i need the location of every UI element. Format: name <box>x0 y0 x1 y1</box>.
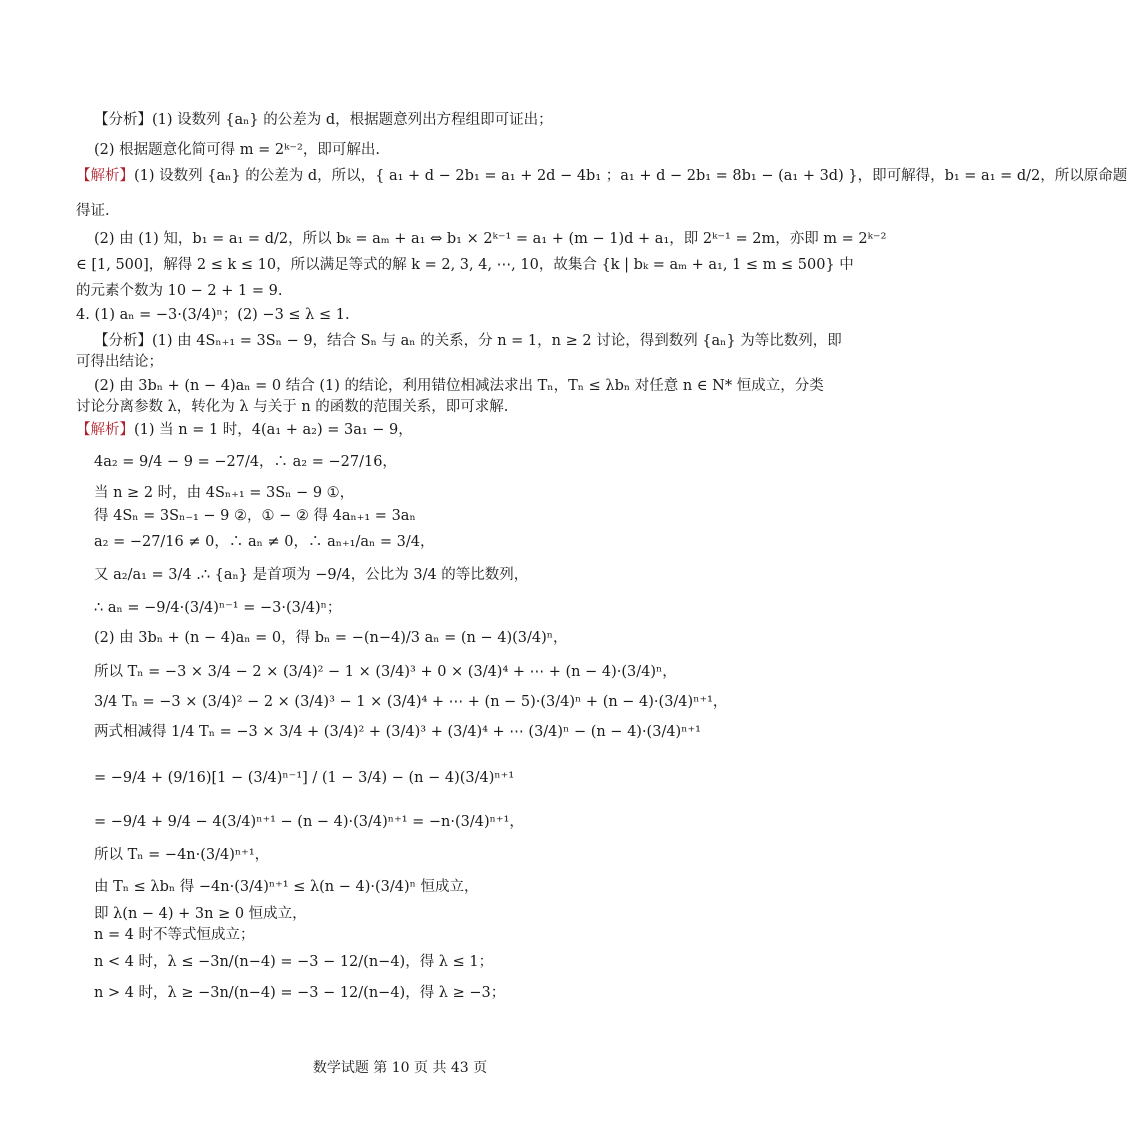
step-n-ge-2: 当 n ≥ 2 时，由 4Sₙ₊₁ = 3Sₙ − 9 ①， <box>94 485 355 501</box>
solution-4-text: (1) 当 n = 1 时，4(a₁ + a₂) = 3a₁ − 9， <box>134 422 413 438</box>
step-sum-2: = −9/4 + 9/4 − 4(3/4)ⁿ⁺¹ − (n − 4)·(3/4)ⁿ⁺¹ = −n·(3/4)ⁿ⁺¹， <box>94 814 524 830</box>
solution-4-label: 【解析】 <box>76 422 134 438</box>
step-a2: 4a₂ = 9/4 − 9 = −27/4，∴ a₂ = −27/16， <box>94 454 397 470</box>
step-sum-1: = −9/4 + (9/16)[1 − (3/4)ⁿ⁻¹] / (1 − 3/4) − (n − 4)(3/4)ⁿ⁺¹ <box>94 770 515 786</box>
solution-line-3: (2) 由 (1) 知，b₁ = a₁ = d/2，所以 bₖ = aₘ + a₁ ⇔ b₁ × 2ᵏ⁻¹ = a₁ + (m − 1)d + a₁，即 2ᵏ⁻¹ = 2m，亦即 m = 2ᵏ⁻² <box>94 231 887 247</box>
step-subtract: 得 4Sₙ = 3Sₙ₋₁ − 9 ②，① − ② 得 4aₙ₊₁ = 3aₙ <box>94 508 416 524</box>
solution-text: (1) 设数列 {aₙ} 的公差为 d，所以，{ a₁ + d − 2b₁ = a₁ + 2d − 4b₁ ；a₁ + d − 2b₁ = 8b₁ − (a₁ + 3d) }，即可解得，b₁ = a₁ = d/2，所以原命题 <box>134 168 1127 184</box>
analysis-line-2: (2) 根据题意化简可得 m = 2ᵏ⁻²，即可解出. <box>94 142 380 158</box>
solution-line-2: 得证. <box>76 203 110 219</box>
step-lambda: 即 λ(n − 4) + 3n ≥ 0 恒成立， <box>94 906 307 922</box>
solution-label: 【解析】 <box>76 168 134 184</box>
step-three-quarters-tn: 3/4 Tₙ = −3 × (3/4)² − 2 × (3/4)³ − 1 × (3/4)⁴ + ⋯ + (n − 5)·(3/4)ⁿ + (n − 4)·(3/4)ⁿ⁺¹， <box>94 694 728 710</box>
step-inequality: 由 Tₙ ≤ λbₙ 得 −4n·(3/4)ⁿ⁺¹ ≤ λ(n − 4)·(3/4)ⁿ 恒成立， <box>94 879 479 895</box>
step-tn: 所以 Tₙ = −3 × 3/4 − 2 × (3/4)² − 1 × (3/4)³ + 0 × (3/4)⁴ + ⋯ + (n − 4)·(3/4)ⁿ， <box>94 664 677 680</box>
analysis-4-line-3: (2) 由 3bₙ + (n − 4)aₙ = 0 结合 (1) 的结论，利用错位相减法求出 Tₙ，Tₙ ≤ λbₙ 对任意 n ∈ N* 恒成立，分类 <box>94 378 824 394</box>
analysis-4-line-4: 讨论分离参数 λ，转化为 λ 与关于 n 的函数的范围关系，即可求解. <box>76 399 509 415</box>
analysis-line-1: 【分析】(1) 设数列 {aₙ} 的公差为 d，根据题意列出方程组即可证出； <box>94 112 553 128</box>
step-difference: 两式相减得 1/4 Tₙ = −3 × 3/4 + (3/4)² + (3/4)³ + (3/4)⁴ + ⋯ (3/4)ⁿ − (n − 4)·(3/4)ⁿ⁺¹ <box>94 724 701 740</box>
analysis-4-line-1: 【分析】(1) 由 4Sₙ₊₁ = 3Sₙ − 9，结合 Sₙ 与 aₙ 的关系，分 n = 1，n ≥ 2 讨论，得到数列 {aₙ} 为等比数列，即 <box>94 333 842 349</box>
step-ratio: a₂ = −27/16 ≠ 0，∴ aₙ ≠ 0，∴ aₙ₊₁/aₙ = 3/4， <box>94 534 435 550</box>
problem-4-answer: 4. (1) aₙ = −3·(3/4)ⁿ；(2) −3 ≤ λ ≤ 1. <box>76 307 350 323</box>
step-an: ∴ aₙ = −9/4·(3/4)ⁿ⁻¹ = −3·(3/4)ⁿ； <box>94 600 342 616</box>
solution-line-1 <box>76 166 1127 186</box>
solution-line-5: 的元素个数为 10 − 2 + 1 = 9. <box>76 283 283 299</box>
solution-4-line-1 <box>76 420 413 440</box>
step-n-eq-4: n = 4 时不等式恒成立； <box>94 927 255 943</box>
step-bn: (2) 由 3bₙ + (n − 4)aₙ = 0，得 bₙ = −(n−4)/3 aₙ = (n − 4)(3/4)ⁿ， <box>94 630 568 646</box>
solution-line-4: ∈ [1, 500]，解得 2 ≤ k ≤ 10，所以满足等式的解 k = 2, 3, 4, ⋯, 10，故集合 {k | bₖ = aₘ + a₁, 1 ≤ m ≤ 500} 中 <box>76 257 854 273</box>
analysis-4-line-2: 可得出结论； <box>76 354 163 370</box>
step-n-gt-4: n > 4 时，λ ≥ −3n/(n−4) = −3 − 12/(n−4)，得 λ ≥ −3； <box>94 985 506 1001</box>
page-footer: 数学试题 第 10 页 共 43 页 <box>312 1060 488 1076</box>
step-n-lt-4: n < 4 时，λ ≤ −3n/(n−4) = −3 − 12/(n−4)，得 λ ≤ 1； <box>94 954 494 970</box>
step-tn-result: 所以 Tₙ = −4n·(3/4)ⁿ⁺¹， <box>94 847 270 863</box>
step-geometric: 又 a₂/a₁ = 3/4 .∴ {aₙ} 是首项为 −9/4，公比为 3/4 的等比数列， <box>94 567 529 583</box>
